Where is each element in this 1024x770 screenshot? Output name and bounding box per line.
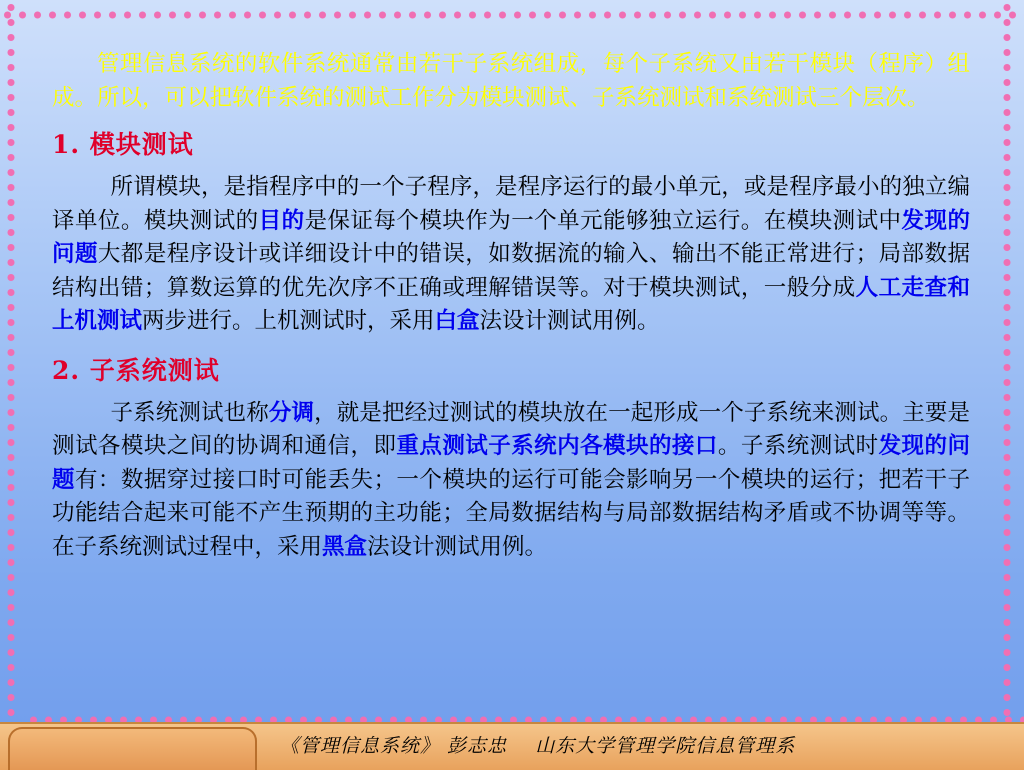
s1-text-2: 是保证每个模块作为一个单元能够独立运行。在模块测试中 [304,207,902,234]
right-dotted-border [1000,0,1014,740]
s2-text-3: 。子系统测试时 [717,433,879,459]
top-dotted-border [0,8,1024,22]
s1-highlight-purpose: 目的 [258,207,305,234]
s2-highlight-interface: 重点测试子系统内各模块的接口 [396,433,718,459]
intro-paragraph: 管理信息系统的软件系统通常由若干子系统组成，每个子系统又由若干模块（程序）组成。所以，可以把软件系统的测试工作分为模块测试、子系统测试和系统测试三个层次。 [52,51,970,111]
footer-tab-decoration [8,727,257,770]
left-dotted-border [4,0,18,740]
s2-highlight-problems: 发现的问题 [52,433,970,493]
section2-heading: 2. 子系统测试 [52,355,220,385]
s1-text-4: 两步进行。上机测试时，采用 [142,308,435,334]
s1-text-3: 大都是程序设计或详细设计中的错误，如数据流的输入、输出不能正常进行；局部数据结构出错；算数运算的优先次序不正确或理解错误等。对于模块测试，一般分成 [52,241,970,301]
s1-text-1: 所谓模块，是指程序中的一个子程序，是程序运行的最小单元，或是程序最小的独立编译单位。模块测试的 [52,174,970,234]
section2-paragraph [52,397,970,565]
s2-text-5: 法设计测试用例。 [367,533,548,560]
s1-highlight-whitebox: 白盒 [434,308,480,334]
slide-content [52,48,970,564]
s1-text-5: 法设计测试用例。 [479,308,660,334]
s2-text-4: 有：数据穿过接口时可能丢失；一个模块的运行可能会影响另一个模块的运行；把若干子功能结合起来可能不产生预期的主功能；全局数据结构与局部数据结构矛盾或不协调等等。在子系统测试过程中，采用 [52,466,970,560]
s2-highlight-blackbox: 黑盒 [322,533,368,560]
s2-text-1: 子系统测试也称 [110,399,269,426]
footer-caption: 《管理信息系统》 彭志忠 山东大学管理学院信息管理系 [280,735,796,757]
section1-paragraph [52,171,970,339]
s1-highlight-methods: 人工走查和上机测试 [52,274,970,334]
s2-text-2: ，就是把经过测试的模块放在一起形成一个子系统来测试。主要是测试各模块之间的协调和通信，即 [52,399,970,459]
s1-highlight-problems: 发现的问题 [52,207,970,267]
s2-highlight-fentiao: 分调 [268,399,315,426]
section1-heading: 1. 模块测试 [52,130,194,159]
